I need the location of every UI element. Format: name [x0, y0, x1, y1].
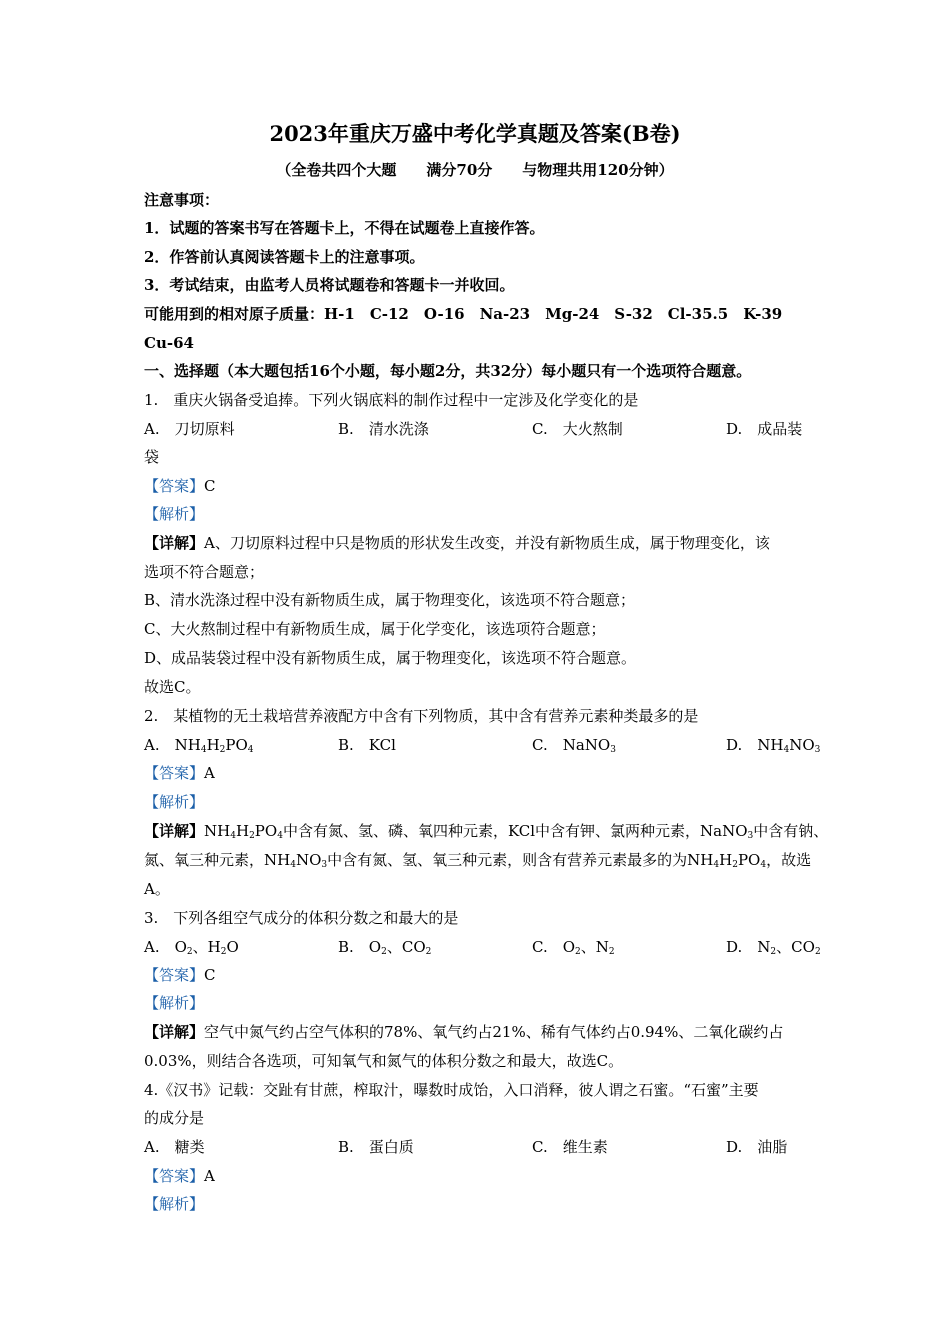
formula-part: N [584, 736, 598, 754]
option-c: C. 大火熬制 [532, 420, 623, 438]
detail-text: C、大火熬制过程中有新物质生成，属于化学变化，该选项符合题意； [144, 620, 606, 638]
question-stem: 4.《汉书》记载：交趾有甘蔗，榨取汁，曝数时成饴，入口消释，彼人谓之石蜜。“石蜜”主要 [144, 1081, 759, 1099]
formula-part: O [235, 736, 248, 754]
answer-line [144, 1166, 215, 1186]
formula-sub: 2 [186, 947, 193, 957]
formula-part: H [700, 851, 714, 869]
answer-value: C [204, 966, 216, 984]
detail-tag: 【详解】 [144, 822, 205, 840]
note-item: 2．作答前认真阅读答题卡上的注意事项。 [144, 248, 425, 266]
formula-part: N [204, 822, 218, 840]
formula-part: N [295, 851, 310, 869]
separator: 、 [386, 938, 402, 956]
detail-line [144, 821, 828, 841]
formula-sub: 2 [249, 831, 255, 841]
atomic-mass-line: 可能用到的相对原子质量：H-1 C-12 O-16 Na-23 Mg-24 S-32 Cl-35.5 K-39 [144, 305, 783, 323]
formula-part: P [737, 851, 749, 869]
answer-value: A [204, 764, 215, 782]
formula-part: N [757, 736, 771, 754]
detail-text: B、清水洗涤过程中没有新物质生成，属于物理变化，该选项不符合题意； [144, 591, 636, 609]
option-b: B. 清水洗涤 [338, 420, 429, 438]
answer-line [144, 763, 215, 783]
option-a: A. 刀切原料 [144, 420, 235, 438]
detail-text: 中含有氮、氢、磷、氧四种元素，KCl中含有钾、氯两种元素， [282, 822, 701, 840]
analysis-tag: 【解析】 [144, 1195, 205, 1213]
answer-line [144, 965, 216, 985]
formula-part: C [791, 938, 803, 956]
question-stem: 2. 某植物的无土栽培营养液配方中含有下列物质，其中含有营养元素种类最多的是 [144, 707, 699, 725]
conclusion-text: 故选C。 [144, 678, 201, 696]
formula-part: N [757, 938, 771, 956]
atomic-mass-line-cont: Cu-64 [144, 334, 194, 352]
formula-sub: 2 [575, 947, 581, 957]
option-prefix: C. [532, 736, 563, 754]
formula-part: P [254, 822, 265, 840]
option-b: B. KCl [338, 736, 396, 754]
formula-part: O [413, 938, 426, 956]
formula-part: N [789, 736, 803, 754]
formula-part: O [748, 851, 761, 869]
note-item: 1．试题的答案书写在答题卡上，不得在试题卷上直接作答。 [144, 219, 545, 237]
formula-part: H [187, 736, 201, 754]
detail-line [144, 533, 770, 553]
answer-value: A [204, 1167, 215, 1185]
detail-text: 氮、氧三种元素， [144, 851, 265, 869]
option-d: D. 油脂 [726, 1138, 788, 1156]
formula-part: O [802, 736, 815, 754]
page-title: 2023年重庆万盛中考化学真题及答案(B卷) [269, 121, 681, 146]
answer-tag: 【答案】 [144, 1167, 205, 1185]
formula-part: N [264, 851, 278, 869]
detail-text: 中含有氮、氢、氧三种元素，则含有营养元素最多的为 [327, 851, 688, 869]
formula-part: H [217, 822, 231, 840]
formula-part: O [802, 938, 815, 956]
detail-text: 选项不符合题意； [144, 563, 265, 581]
option-prefix: C. [532, 938, 563, 956]
formula-sub: 3 [747, 831, 754, 841]
formula-sub: 4 [277, 831, 283, 841]
detail-line [144, 850, 811, 870]
formula-sub: 4 [200, 745, 207, 755]
option-a: A. 糖类 [144, 1138, 205, 1156]
separator: 、 [776, 938, 792, 956]
option-b: B. 蛋白质 [338, 1138, 414, 1156]
formula-sub: 2 [814, 947, 821, 957]
analysis-tag: 【解析】 [144, 793, 205, 811]
option-prefix: A. [144, 938, 175, 956]
formula-sub: 2 [770, 947, 777, 957]
option-d [726, 937, 821, 957]
formula-part: P [225, 736, 236, 754]
formula-part: C [401, 938, 414, 956]
formula-part: Na [700, 822, 723, 840]
formula-part: H [235, 822, 250, 840]
option-d: D. 成品装 [726, 420, 803, 438]
formula-part: O [562, 938, 576, 956]
formula-part: O [597, 736, 611, 754]
formula-sub: 2 [732, 860, 738, 870]
answer-value: C [204, 477, 216, 495]
option-d [726, 735, 820, 755]
note-item: 3．考试结束，由监考人员将试题卷和答题卡一并收回。 [144, 276, 515, 294]
formula-part: O [368, 938, 382, 956]
separator: 、 [580, 938, 596, 956]
question-stem: 1. 重庆火锅备受追捧。下列火锅底料的制作过程中一定涉及化学变化的是 [144, 391, 639, 409]
question-stem: 3. 下列各组空气成分的体积分数之和最大的是 [144, 909, 459, 927]
formula-part: N [687, 851, 701, 869]
exam-subtitle: （全卷共四个大题 满分70分 与物理共用120分钟） [276, 161, 674, 179]
option-prefix: D. [726, 938, 758, 956]
detail-text: 中含有钠、 [753, 822, 829, 840]
formula-part: H [206, 736, 220, 754]
analysis-tag: 【解析】 [144, 505, 205, 523]
formula-sub: 4 [290, 860, 296, 870]
detail-text: 空气中氮气约占空气体积的78%、氧气约占21%、稀有气体约占0.94%、二氧化碳约占 [204, 1023, 784, 1041]
option-a [144, 937, 239, 957]
answer-tag: 【答案】 [144, 966, 205, 984]
formula-sub: 4 [230, 831, 236, 841]
option-b [338, 937, 431, 957]
formula-sub: 4 [760, 860, 767, 870]
separator: 、 [192, 938, 208, 956]
formula-sub: 4 [783, 745, 790, 755]
formula-part: O [309, 851, 322, 869]
detail-tag: 【详解】 [144, 1023, 205, 1041]
detail-text: 0.03%，则结合各选项，可知氧气和氮气的体积分数之和最大，故选C。 [144, 1052, 624, 1070]
section-heading: 一、选择题（本大题包括16个小题，每小题2分，共32分）每小题只有一个选项符合题意。 [144, 362, 752, 380]
answer-tag: 【答案】 [144, 764, 205, 782]
formula-sub: 2 [219, 745, 226, 755]
formula-sub: 2 [425, 947, 432, 957]
formula-sub: 4 [247, 745, 254, 755]
formula-part: H [207, 938, 221, 956]
formula-part: H [770, 736, 784, 754]
formula-part: N [722, 822, 736, 840]
formula-part: Na [562, 736, 585, 754]
formula-sub: 3 [610, 745, 616, 755]
option-c: C. 维生素 [532, 1138, 608, 1156]
analysis-tag: 【解析】 [144, 994, 205, 1012]
notes-heading: 注意事项： [144, 191, 220, 209]
formula-part: H [277, 851, 291, 869]
option-c [532, 937, 615, 957]
formula-part: O [174, 938, 187, 956]
option-c [532, 735, 616, 755]
formula-part: N [595, 938, 609, 956]
detail-line [144, 1022, 783, 1042]
detail-text: A。 [144, 880, 170, 898]
formula-sub: 3 [321, 860, 328, 870]
detail-text: A、刀切原料过程中只是物质的形状发生改变，并没有新物质生成，属于物理变化，该 [204, 534, 770, 552]
option-prefix: B. [338, 938, 369, 956]
formula-sub: 4 [713, 860, 720, 870]
answer-tag: 【答案】 [144, 477, 205, 495]
option-d-wrap: 袋 [144, 448, 160, 466]
formula-sub: 3 [814, 745, 821, 755]
option-prefix: D. [726, 736, 758, 754]
formula-sub: 2 [220, 947, 227, 957]
formula-part: H [719, 851, 733, 869]
option-prefix: A. [144, 736, 175, 754]
formula-part: O [226, 938, 239, 956]
formula-part: N [174, 736, 188, 754]
formula-sub: 2 [608, 947, 615, 957]
option-a [144, 735, 254, 755]
answer-line [144, 476, 216, 496]
formula-part: O [264, 822, 278, 840]
detail-text: D、成品装袋过程中没有新物质生成，属于物理变化，该选项不符合题意。 [144, 649, 637, 667]
question-stem-cont: 的成分是 [144, 1109, 205, 1127]
detail-tag: 【详解】 [144, 534, 205, 552]
formula-sub: 2 [381, 947, 387, 957]
detail-text: ，故选 [766, 851, 812, 869]
formula-part: O [735, 822, 748, 840]
